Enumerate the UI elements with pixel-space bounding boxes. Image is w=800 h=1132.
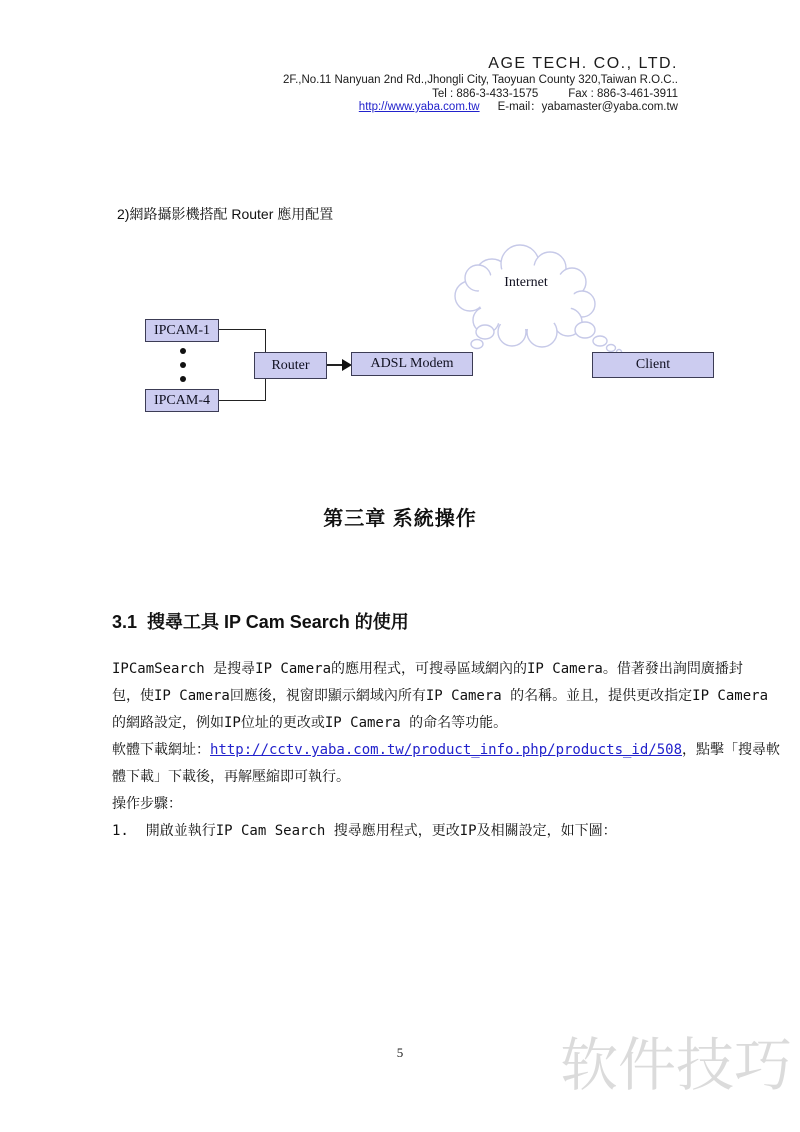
- download-line2: 體下載」下載後，再解壓縮即可執行。: [112, 769, 350, 785]
- tel-number: Tel : 886-3-433-1575: [432, 87, 539, 100]
- cloud-label: Internet: [504, 275, 548, 290]
- website-link[interactable]: http://www.yaba.com.tw: [358, 101, 480, 113]
- node-ipcam4: IPCAM-4: [145, 389, 219, 412]
- download-prefix: 軟體下載網址：: [112, 742, 210, 758]
- section2-label: 2)網路攝影機搭配 Router 應用配置: [117, 206, 334, 222]
- download-line: [112, 737, 781, 764]
- node-router: Router: [254, 352, 327, 379]
- network-diagram: [0, 240, 800, 440]
- chapter-title: 第三章 系統操作: [323, 508, 477, 530]
- body-text: [112, 656, 781, 845]
- watermark: 软件技巧: [560, 1033, 793, 1098]
- node-adsl-modem: ADSL Modem: [351, 352, 473, 376]
- node-ipcam1: IPCAM-1: [145, 319, 219, 342]
- ellipsis-dot: [180, 348, 186, 354]
- connector-ipcam4-router: [218, 400, 266, 401]
- section31-title: 3.1 搜尋工具 IP Cam Search 的使用: [112, 612, 409, 632]
- company-header: [283, 54, 678, 115]
- web-line: [283, 101, 678, 115]
- paragraph-line: 包，使IP Camera回應後，視窗即顯示網域內所有IP Camera 的名稱。並且，提供更改指定IP Camera: [112, 688, 769, 704]
- download-suffix: ，點擊「搜尋軟: [682, 742, 781, 758]
- ellipsis-dot: [180, 362, 186, 368]
- steps-label: 操作步驟：: [112, 796, 182, 812]
- company-name: AGE TECH. CO., LTD.: [488, 55, 678, 72]
- company-address: 2F.,No.11 Nanyuan 2nd Rd.,Jhongli City, Taoyuan County 320,Taiwan R.O.C..: [282, 74, 678, 86]
- ellipsis-dot: [180, 376, 186, 382]
- page-number: 5: [396, 1045, 404, 1060]
- email-address: E-mail：yabamaster@yaba.com.tw: [497, 101, 678, 113]
- fax-number: Fax : 886-3-461-3911: [568, 87, 678, 100]
- contact-line: [283, 88, 678, 102]
- internet-cloud-icon: [448, 242, 632, 358]
- download-url-link[interactable]: http://cctv.yaba.com.tw/product_info.php/products_id/508: [210, 742, 683, 758]
- step-1: 1. 開啟並執行IP Cam Search 搜尋應用程式，更改IP及相關設定，如下圖：: [112, 823, 617, 839]
- paragraph-line: 的網路設定，例如IP位址的更改或IP Camera 的命名等功能。: [112, 715, 508, 731]
- paragraph-line: IPCamSearch 是搜尋IP Camera的應用程式，可搜尋區域網內的IP Camera。借著發出詢問廣播封: [112, 661, 743, 677]
- node-client: Client: [592, 352, 714, 378]
- connector-ipcam1-router: [218, 329, 266, 330]
